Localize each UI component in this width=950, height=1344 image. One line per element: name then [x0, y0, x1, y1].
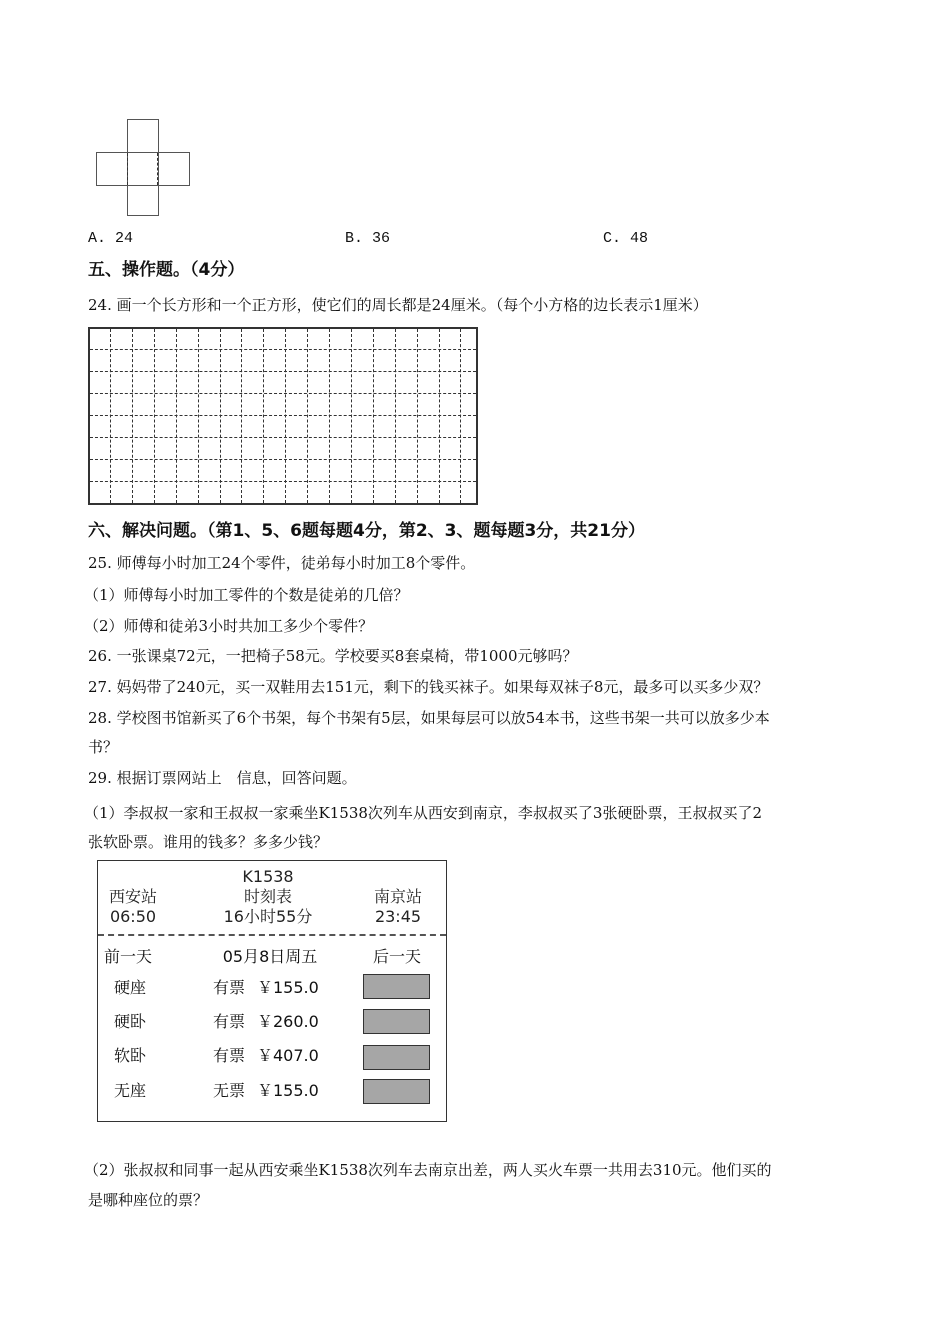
- ticket-price: ￥260.0: [257, 1012, 319, 1031]
- question-24: 24. 画一个长方形和一个正方形，使它们的周长都是24厘米。（每个小方格的边长表示1厘米）: [88, 296, 708, 314]
- option-c: C. 48: [603, 230, 649, 247]
- to-time: 23:45: [374, 907, 422, 926]
- timetable-title: 时刻表: [243, 887, 292, 906]
- option-a: A. 24: [88, 230, 134, 247]
- question-27: 27. 妈妈带了240元，买一双鞋用去151元，剩下的钱买袜子。如果每双袜子8元，最多可以买多少双？: [88, 678, 769, 696]
- trip-duration: 16小时55分: [223, 907, 313, 926]
- section-6-heading: 六、解决问题。（第1、5、6题每题4分，第2、3、题每题3分，共21分）: [88, 521, 645, 541]
- book-button[interactable]: [363, 1079, 430, 1104]
- grid-line-vertical: [198, 329, 199, 503]
- from-time: 06:50: [109, 907, 157, 926]
- question-29-2-cont: 是哪种座位的票？: [88, 1191, 209, 1209]
- grid-line-horizontal: [90, 415, 476, 416]
- seat-type: 软卧: [114, 1046, 147, 1065]
- ticket-price: ￥155.0: [257, 978, 319, 997]
- grid-line-vertical: [417, 329, 418, 503]
- question-25: 25. 师傅每小时加工24个零件，徒弟每小时加工8个零件。: [88, 554, 476, 572]
- seat-type: 无座: [114, 1081, 147, 1100]
- ticket-price: ￥407.0: [257, 1046, 319, 1065]
- divider: [98, 934, 446, 936]
- question-29-1: （1）李叔叔一家和王叔叔一家乘坐K1538次列车从西安到南京，李叔叔买了3张硬卧票，王叔叔买了2: [84, 804, 763, 822]
- question-28: 28. 学校图书馆新买了6个书架，每个书架有5层，如果每层可以放54本书，这些书架一共可以放多少本: [88, 709, 770, 727]
- grid-line-horizontal: [90, 371, 476, 372]
- question-26: 26. 一张课桌72元，一把椅子58元。学校要买8套桌椅，带1000元够吗？: [88, 647, 578, 665]
- book-button[interactable]: [363, 1009, 430, 1034]
- question-29-1-cont: 张软卧票。谁用的钱多？多多少钱？: [88, 833, 329, 851]
- grid-line-vertical: [329, 329, 330, 503]
- next-day-button[interactable]: 后一天: [372, 947, 421, 966]
- train-number: K1538: [242, 867, 294, 886]
- grid-line-vertical: [220, 329, 221, 503]
- grid-line-horizontal: [90, 481, 476, 482]
- book-button[interactable]: [363, 974, 430, 999]
- grid-line-horizontal: [90, 437, 476, 438]
- ticket-status: 有票: [213, 1046, 246, 1065]
- grid-line-vertical: [307, 329, 308, 503]
- prev-day-button[interactable]: 前一天: [104, 947, 153, 966]
- grid-line-vertical: [263, 329, 264, 503]
- ticket-price: ￥155.0: [257, 1081, 319, 1100]
- grid-line-horizontal: [90, 459, 476, 460]
- seat-type: 硬卧: [114, 1012, 147, 1031]
- ticket-status: 无票: [213, 1081, 246, 1100]
- grid-line-vertical: [110, 329, 111, 503]
- from-station: 西安站: [108, 887, 157, 906]
- grid-line-vertical: [373, 329, 374, 503]
- grid-line-horizontal: [90, 349, 476, 350]
- grid-line-horizontal: [90, 393, 476, 394]
- grid-line-vertical: [132, 329, 133, 503]
- section-5-heading: 五、操作题。（4分）: [88, 260, 245, 280]
- question-25-2: （2）师傅和徒弟3小时共加工多少个零件？: [84, 617, 374, 635]
- question-28-cont: 书？: [88, 738, 119, 756]
- seat-type: 硬座: [114, 978, 147, 997]
- question-29-2: （2）张叔叔和同事一起从西安乘坐K1538次列车去南京出差，两人买火车票一共用去310元。他们买的: [84, 1161, 772, 1179]
- grid-line-vertical: [241, 329, 242, 503]
- grid-line-vertical: [439, 329, 440, 503]
- question-29: 29. 根据订票网站上 信息，回答问题。: [88, 769, 357, 787]
- book-button[interactable]: [363, 1045, 430, 1070]
- grid-line-vertical: [351, 329, 352, 503]
- grid-line-vertical: [176, 329, 177, 503]
- drawing-grid: [88, 327, 478, 505]
- grid-line-vertical: [285, 329, 286, 503]
- option-b: B. 36: [345, 230, 391, 247]
- date-label: 05月8日周五: [222, 947, 318, 966]
- ticket-status: 有票: [213, 978, 246, 997]
- ticket-status: 有票: [213, 1012, 246, 1031]
- grid-line-vertical: [154, 329, 155, 503]
- grid-line-vertical: [395, 329, 396, 503]
- to-station: 南京站: [373, 887, 422, 906]
- question-25-1: （1）师傅每小时加工零件的个数是徒弟的几倍？: [84, 586, 409, 604]
- grid-line-vertical: [460, 329, 461, 503]
- train-timetable: [97, 860, 447, 1122]
